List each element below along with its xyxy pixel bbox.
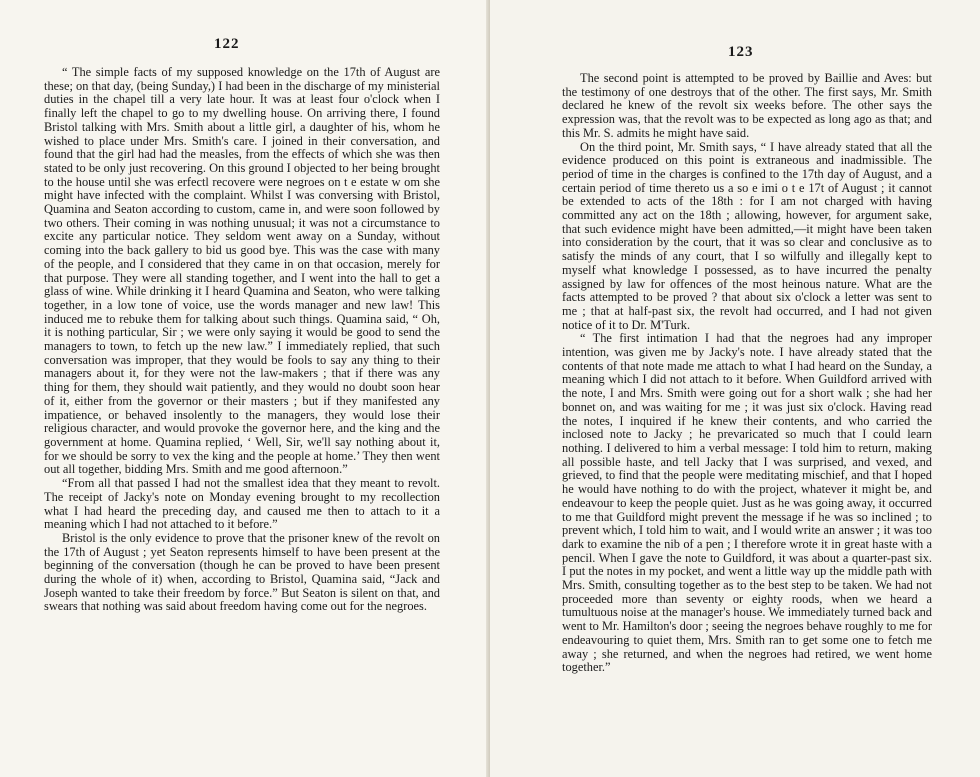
paragraph: On the third point, Mr. Smith says, “ I have already stated that all the evidence produced on this point is extraneous and inadmissible. The period of time in the charges is confined to the 17th day of August, and a certain period of time thereto us a so e imi o t e 17t of August ; it cannot be extended to acts of the 18th : for I am not charged with having committed any act on the 18th ; allowing, however, for argument sake, that such evidence might have been admitted,—it might have been taken into consideration by the court, that it was so clear and conclusive as to satisfy the minds of any court, that I so wilfully and illegally kept to myself what knowledge I possessed, as to have incurred the penalty assigned by law for offences of the most heinous nature. What are the facts attempted to be proved ? that about six o'clock a letter was sent to me ; that at half-past six, the revolt had occurred, and I had not given notice of it to Dr. M'Turk. [562, 139, 932, 332]
paragraph: “ The first intimation I had that the negroes had any improper intention, was given me by Jacky's note. I have already stated that the contents of that note made me attach to what I had heard on the Sunday, a meaning which I did not attach to it before. When Guildford arrived with the note, I and Mrs. Smith were going out for a short walk ; she had her bonnet on, and was waiting for me ; it was just six o'clock. Having read the notes, I inquired if he knew their contents, and who carried the inclosed note to Jacky ; he prevaricated so much that I could learn nothing. I delivered to him a verbal message: I told him to return, making all possible haste, and tell Jacky that I was surprised, and vexed, and grieved, to find that the people were meditating mischief, and that I hoped he would have nothing to do with the project, whatever it might be, and endeavour to keep the people quiet. Just as he was going away, it occurred to me that Guildford might prevent the message if he was so inclined ; to prevent which, I told him to wait, and I would write an answer ; it was too dark to examine the nib of a pen ; I therefore wrote it in great haste with a pencil. When I gave the note to Guildford, it was about a quarter-past six. I put the notes in my pocket, and went a little way up the middle path with Mrs. Smith, consulting together as to the best step to be taken. We had not proceeded more than seventy or eighty roods, when we heard a tumultuous noise at the manager's house. We immediately turned back and went to Mr. Hamilton's door ; seeing the negroes behave roughly to me for endeavouring to quiet them, Mrs. Smith ran to get some one to fetch me away ; she returned, and when the negroes had retired, we went home together.” [562, 331, 932, 675]
paragraph: “ The simple facts of my supposed knowledge on the 17th of August are these; on that day, (being Sunday,) I had been in the discharge of my ministerial duties in the chapel till a very late hour. It was at least four o'clock when I finally left the chapel to go to my dwelling house. On arriving there, I found Bristol talking with Mrs. Smith about a little girl, a daughter of his, whom he wished to place under Mrs. Smith's care. I joined in their conversation, and found that the girl had had the measles, from the effects of which she was then stated to be only just recovering. On this ground I objected to her being brought to the house until she was erfectl recovere were negroes on t e estate w om she might have infected with the complaint. Whilst I was conversing with Bristol, Quamina and Seaton according to custom, came in, and were soon followed by two others. Their coming in was nothing unusual; it was not a circumstance to excite any particular notice. They seldom went away on a Sunday, without coming into the back gallery to bid us good bye. This was the case with many of the people, and I considered that they came in on that occasion, merely for that purpose. They were all standing together, and I went into the hall to get a glass of wine. While drinking it I heard Quamina and Seaton, who were talking together, in a low tone of voice, use the words manager and new law! This induced me to rebuke them for talking about such things. Quamina said, “ Oh, it is nothing particular, Sir ; we were only saying it would be good to send the managers to town, to fetch up the new law.” I immediately replied, that such conversation was improper, that they would be fools to say any thing to their managers about it, for they were not the law-makers ; that if there was any thing for them, they should wait patiently, and they would no doubt soon hear of it, either from the governor or their masters ; but if they manifested any impatience, or behaved insolently to the managers, they would lose their religious character, and would provoke the governor here, and the king and the government at home. Quamina replied, ‘ Well, Sir, we'll say nothing about it, for we should be sorry to vex the king and the people at home.’ They then went out all together, bidding Mrs. Smith and me good afternoon.” [44, 65, 440, 477]
right-page [490, 0, 980, 777]
paragraph: The second point is attempted to be proved by Baillie and Aves: but the testimony of one destroys that of the other. The first says, Mr. Smith declared he knew of the revolt six weeks before. The other says the expression was, that the revolt was to be expected as long ago as that; and this Mr. S. admits he might have said. [562, 71, 932, 140]
page-number: 122 [214, 36, 240, 52]
page-body [562, 72, 932, 675]
paragraph: Bristol is the only evidence to prove that the prisoner knew of the revolt on the 17th of August ; yet Seaton represents himself to have been present at the beginning of the conversation (though he can be proved to have been present during the whole of it) when, according to Bristol, Quamina said, “Jack and Joseph wanted to take their freedom by force.” But Seaton is silent on that, and swears that nothing was said about freedom having come out for the negroes. [44, 530, 440, 614]
paragraph: “From all that passed I had not the smallest idea that they meant to revolt. The receipt of Jacky's note on Monday evening brought to my recollection what I had heard the preceding day, and caused me then to attach to it a meaning which I had not attached to it before.” [44, 476, 440, 532]
page-body [44, 66, 440, 614]
page-number: 123 [728, 44, 754, 60]
